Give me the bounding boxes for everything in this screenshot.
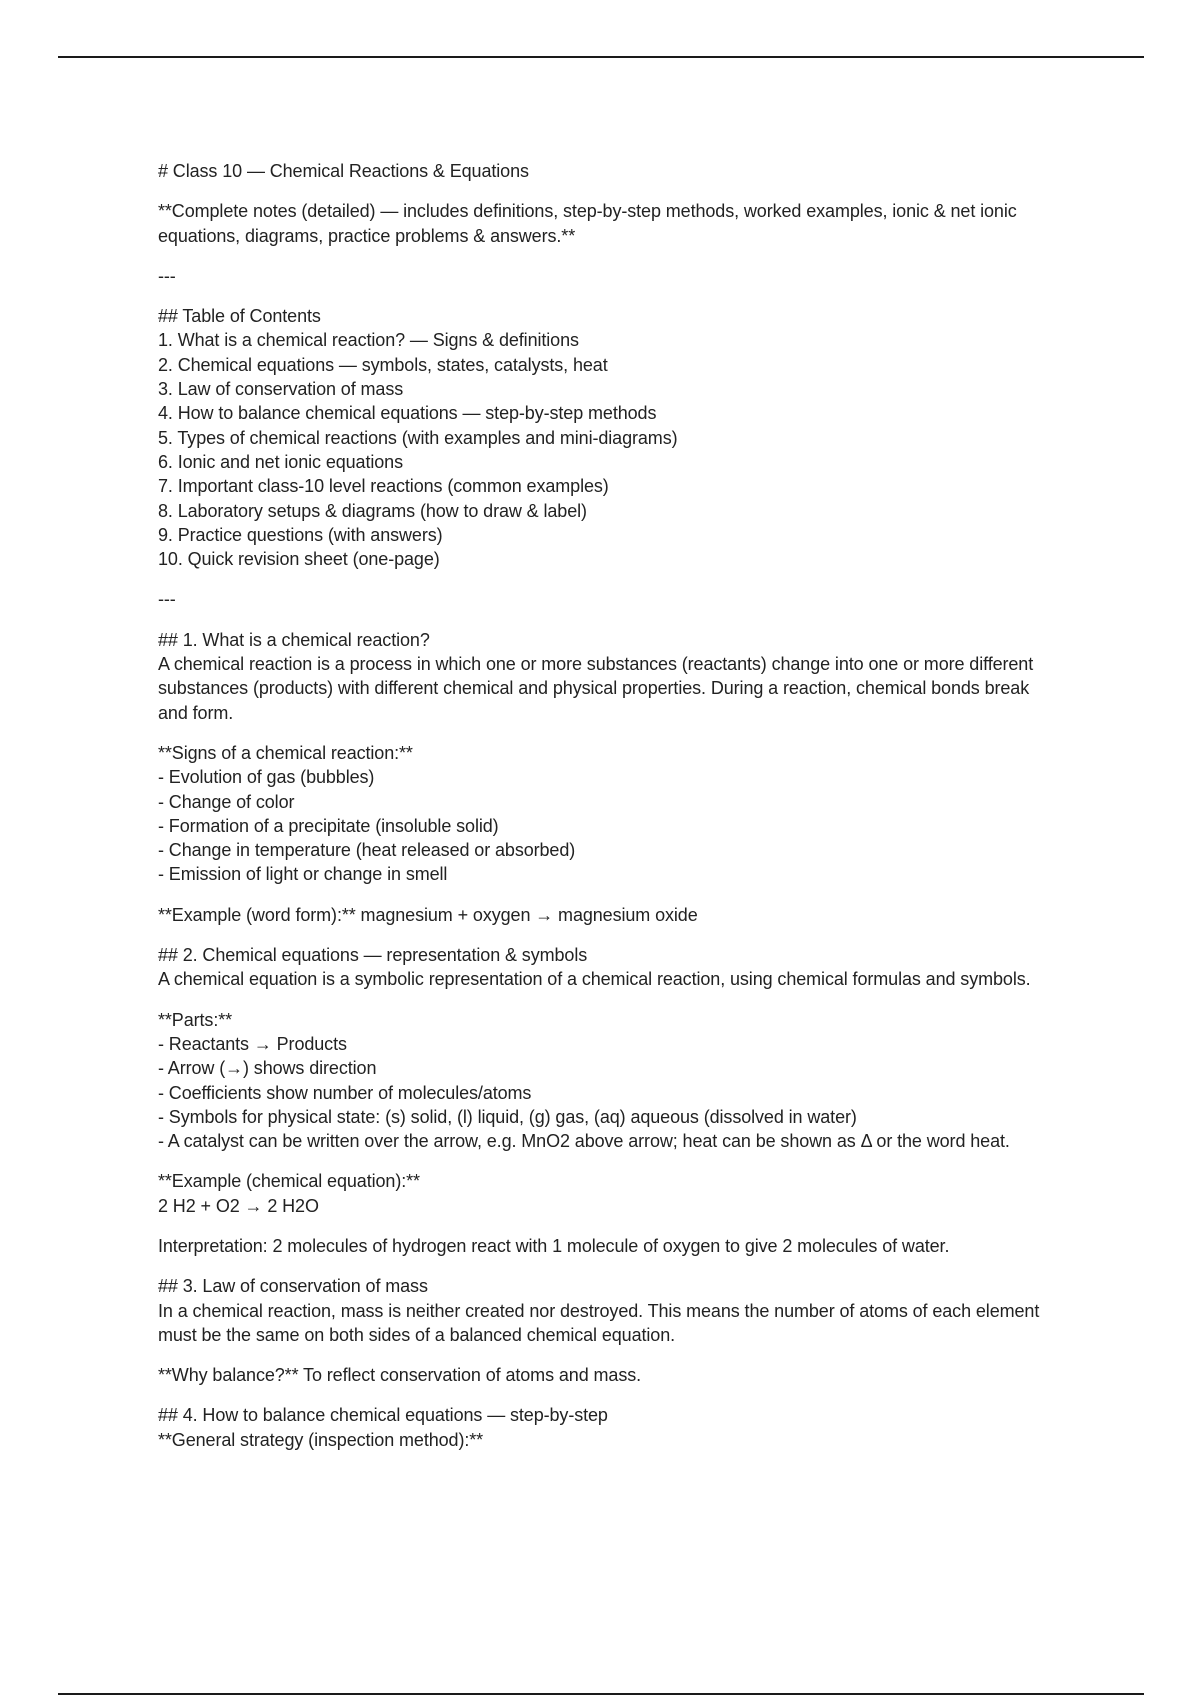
list-item: - Reactants → Products — [158, 1033, 347, 1054]
top-rule — [58, 56, 1144, 58]
section-3 — [158, 1274, 1048, 1347]
document-title: # Class 10 — Chemical Reactions & Equations — [158, 161, 529, 181]
toc-item: 9. Practice questions (with answers) — [158, 524, 443, 545]
section-heading: ## 4. How to balance chemical equations — step-by-step — [158, 1405, 608, 1426]
toc-item: 8. Laboratory setups & diagrams (how to draw & label) — [158, 500, 587, 521]
section-heading: ## 2. Chemical equations — representation & symbols — [158, 945, 588, 966]
toc-item: 6. Ionic and net ionic equations — [158, 451, 403, 472]
toc-heading: ## Table of Contents — [158, 306, 321, 327]
toc-item: 7. Important class-10 level reactions (common examples) — [158, 476, 609, 497]
equation: 2 H2 + O2 → 2 H2O — [158, 1195, 319, 1216]
list-heading: **Parts:** — [158, 1009, 233, 1030]
list-item: - Emission of light or change in smell — [158, 864, 448, 885]
list-item: - Evolution of gas (bubbles) — [158, 767, 375, 788]
separator: --- — [158, 589, 176, 610]
list-heading: **Signs of a chemical reaction:** — [158, 742, 413, 763]
toc-item: 5. Types of chemical reactions (with examples and mini-diagrams) — [158, 427, 678, 448]
document-body — [158, 159, 1048, 1468]
section-1 — [158, 628, 1048, 725]
toc-item: 3. Law of conservation of mass — [158, 379, 404, 400]
section-heading: ## 1. What is a chemical reaction? — [158, 629, 430, 650]
toc-item: 1. What is a chemical reaction? — Signs & definitions — [158, 330, 579, 351]
interpretation: Interpretation: 2 molecules of hydrogen react with 1 molecule of oxygen to give 2 molecules of water. — [158, 1235, 950, 1256]
list-item: - Coefficients show number of molecules/atoms — [158, 1082, 532, 1103]
bottom-rule — [58, 1693, 1144, 1695]
toc-item: 4. How to balance chemical equations — step-by-step methods — [158, 403, 657, 424]
toc-item: 10. Quick revision sheet (one-page) — [158, 549, 440, 570]
chemical-example — [158, 1169, 1048, 1218]
section-2 — [158, 943, 1048, 992]
list-item: - Formation of a precipitate (insoluble solid) — [158, 815, 499, 836]
word-example: **Example (word form):** magnesium + oxygen → magnesium oxide — [158, 904, 698, 925]
list-item: - A catalyst can be written over the arrow, e.g. MnO2 above arrow; heat can be shown as Δ or the word heat. — [158, 1131, 1010, 1152]
list-item: - Change of color — [158, 791, 295, 812]
list-heading: **Example (chemical equation):** — [158, 1171, 420, 1192]
parts-list — [158, 1008, 1048, 1154]
section-body: In a chemical reaction, mass is neither created nor destroyed. This means the number of atoms of each element must be the same on both sides of a balanced chemical equation. — [158, 1300, 1040, 1345]
signs-list — [158, 741, 1048, 887]
intro-paragraph: **Complete notes (detailed) — includes definitions, step-by-step methods, worked examples, ionic & net ionic equations, diagrams, practice problems & answers.** — [158, 201, 1017, 246]
section-4 — [158, 1403, 1048, 1452]
table-of-contents — [158, 304, 1048, 571]
section-heading: ## 3. Law of conservation of mass — [158, 1276, 428, 1297]
strategy-heading: **General strategy (inspection method):** — [158, 1429, 484, 1450]
list-item: - Symbols for physical state: (s) solid, (l) liquid, (g) gas, (aq) aqueous (dissolved in water) — [158, 1106, 857, 1127]
separator: --- — [158, 265, 176, 286]
list-item: - Change in temperature (heat released or absorbed) — [158, 840, 576, 861]
list-item: - Arrow (→) shows direction — [158, 1058, 377, 1079]
section-body: A chemical reaction is a process in which one or more substances (reactants) change into one or more different substances (products) with different chemical and physical properties. During a reaction, chemical bonds break and form. — [158, 654, 1034, 723]
section-body: A chemical equation is a symbolic representation of a chemical reaction, using chemical formulas and symbols. — [158, 969, 1031, 990]
toc-item: 2. Chemical equations — symbols, states, catalysts, heat — [158, 354, 608, 375]
why-balance: **Why balance?** To reflect conservation of atoms and mass. — [158, 1365, 642, 1386]
